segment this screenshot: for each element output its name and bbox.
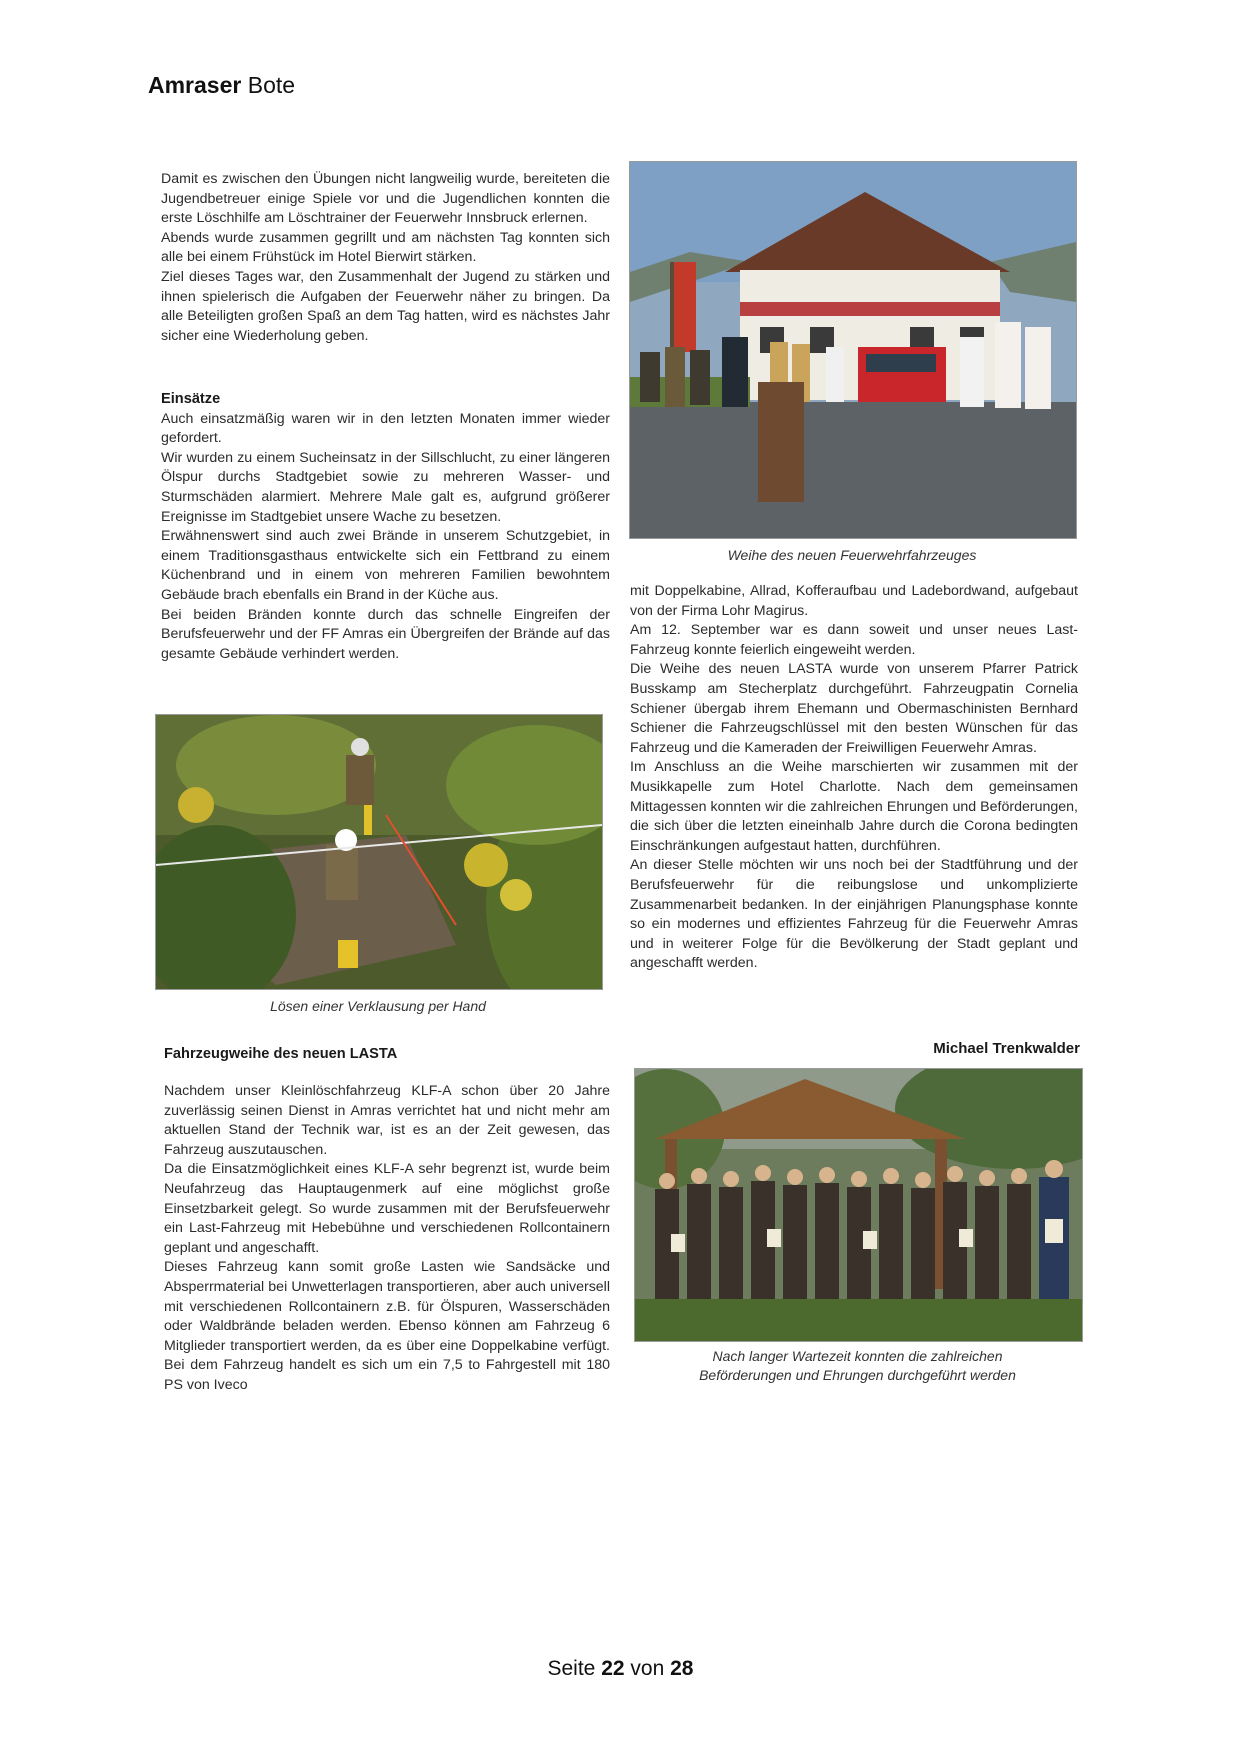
page-header	[148, 72, 295, 99]
section-lasta	[164, 1082, 610, 1396]
photo-verklausung	[155, 714, 603, 990]
lasta-heading-wrap	[164, 1045, 610, 1065]
ehrungen-image	[635, 1069, 1082, 1341]
intro-paragraph-3: Ziel dieses Tages war, den Zusammenhalt der Jugend zu stärken und ihnen spielerisch die Aufgaben der Feuerwehr näher zu bringen. Da alle Beteiligten großen Spaß an dem Tag hatten, wird es nächstes Jahr sicher eine Wiederholung geben.	[161, 268, 610, 344]
einsaetze-paragraph-1: Auch einsatzmäßig waren wir in den letzten Monaten immer wieder gefordert.	[161, 410, 610, 447]
photo-weihe	[629, 161, 1077, 539]
right-paragraph-5: An dieser Stelle möchten wir uns noch bei der Stadtführung und der Berufsfeuerwehr für die reibungslose und unkomplizierte Zusammenarbeit bedanken. In der einjährigen Planungsphase konnte so ein modernes und effizientes Fahrzeug für die Feuerwehr Amras und in weiterer Folge für die Bevölkerung der Stadt geplant und angeschafft werden.	[630, 857, 1078, 972]
page-footer	[0, 1657, 1241, 1681]
einsaetze-paragraph-3: Erwähnenswert sind auch zwei Brände in unserem Schutzgebiet, in einem Traditionsgasthaus entwickelte sich ein Fettbrand zu einem Küchenbrand und in einem von mehreren Familien bewohntem Gebäude brach ebenfalls ein Brand in der Küche aus.	[161, 528, 610, 603]
right-paragraph-3: Die Weihe des neuen LASTA wurde von unserem Pfarrer Patrick Busskamp am Stecherplatz durchgeführt. Fahrzeugpatin Cornelia Schiener übergab ihrem Ehemann und Obermaschinisten Bernhard Schiener die Fahrzeugschlüssel mit den besten Wünschen für das Fahrzeug und die Kameraden der Freiwilligen Feuerwehr Amras.	[630, 661, 1078, 756]
section-einsaetze	[161, 390, 610, 664]
einsaetze-paragraph-4: Bei beiden Bränden konnte durch das schnelle Eingreifen der Berufsfeuerwehr und der FF Amras ein Übergreifen der Brände auf das gesamte Gebäude verhindert werden.	[161, 606, 610, 662]
brand-rest: Bote	[247, 72, 296, 98]
right-paragraph-4: Im Anschluss an die Weihe marschierten wir zusammen mit der Musikkapelle zum Hotel Charlotte. Nach dem gemeinsamen Mittagessen konnten wir die zahlreichen Ehrungen und Beförderungen, die sich über die letzten eineinhalb Jahre durch die Corona bedingten Einschränkungen aufgestaut hatten, durchführen.	[630, 759, 1078, 854]
einsaetze-heading: Einsätze	[161, 391, 221, 407]
lasta-heading: Fahrzeugweihe des neuen LASTA	[164, 1046, 398, 1062]
weihe-caption: Weihe des neuen Feuerwehrfahrzeuges	[727, 547, 977, 563]
lasta-paragraph-3: Dieses Fahrzeug kann somit große Lasten wie Sandsäcke und Absperrmaterial bei Unwetterlagen transportieren, aber auch universell mit verschiedenen Rollcontainern z.B. für Ölspuren, Wasserschäden oder Waldbrände beladen werden. Ebenso können am Fahrzeug 6 Mitglieder transportiert werden, da es über eine Doppelkabine verfügt. Bei dem Fahrzeug handelt es sich um ein 7,5 to Fahrgestell mit 180 PS von Iveco	[164, 1259, 610, 1393]
einsaetze-paragraph-2: Wir wurden zu einem Sucheinsatz in der Sillschlucht, zu einer längeren Ölspur durchs Stadtgebiet sowie zu mehreren Wasser- und Sturmschäden alarmiert. Mehrere Male galt es, aufgrund größerer Ereignisse im Stadtgebiet unsere Wache zu besetzen.	[161, 449, 610, 525]
footer-middle: von	[630, 1657, 665, 1680]
lasta-paragraph-2: Da die Einsatzmöglichkeit eines KLF-A sehr begrenzt ist, wurde beim Neufahrzeug das Hauptaugenmerk auf eine möglichst große Einsetzbarkeit gelegt. So wurde zusammen mit der Berufsfeuerwehr ein Last-Fahrzeug mit Hebebühne und verschiedenen Rollcontainern geplant und angeschafft.	[164, 1161, 610, 1256]
intro-paragraph-1: Damit es zwischen den Übungen nicht langweilig wurde, bereiteten die Jugendbetreuer einige Spiele vor und die Jugendlichen konnten die erste Löschhilfe am Löschtrainer der Feuerwehr Innsbruck erlernen.	[161, 171, 610, 227]
footer-page-number: 22	[601, 1657, 625, 1680]
weihe-image	[630, 162, 1076, 538]
lasta-paragraph-1: Nachdem unser Kleinlöschfahrzeug KLF-A schon über 20 Jahre zuverlässig seinen Dienst in Amras verrichtet hat und nicht mehr am aktuellen Stand der Technik war, ist es an der Zeit gewesen, das Fahrzeug auszutauschen.	[164, 1083, 610, 1158]
verklausung-image	[156, 715, 602, 989]
right-text	[630, 582, 1078, 974]
brand-bold: Amraser	[148, 72, 242, 98]
ehrungen-caption	[634, 1347, 1081, 1385]
author-name: Michael Trenkwalder	[933, 1040, 1080, 1057]
left-intro	[161, 170, 610, 346]
ehrungen-caption-line-1: Nach langer Wartezeit konnten die zahlreichen	[712, 1348, 1003, 1364]
ehrungen-caption-line-2: Beförderungen und Ehrungen durchgeführt werden	[699, 1367, 1016, 1383]
photo-ehrungen	[634, 1068, 1083, 1342]
footer-total-pages: 28	[670, 1657, 694, 1680]
intro-paragraph-2: Abends wurde zusammen gegrillt und am nächsten Tag konnten sich alle bei einem Frühstück im Hotel Bierwirt stärken.	[161, 229, 610, 266]
footer-prefix: Seite	[547, 1657, 596, 1680]
right-paragraph-2: Am 12. September war es dann soweit und unser neues Last-Fahrzeug konnte feierlich eingeweiht werden.	[630, 622, 1078, 658]
verklausung-caption: Lösen einer Verklausung per Hand	[270, 998, 486, 1014]
right-paragraph-1: mit Doppelkabine, Allrad, Kofferaufbau und Ladebordwand, aufgebaut von der Firma Lohr Magirus.	[630, 583, 1078, 619]
